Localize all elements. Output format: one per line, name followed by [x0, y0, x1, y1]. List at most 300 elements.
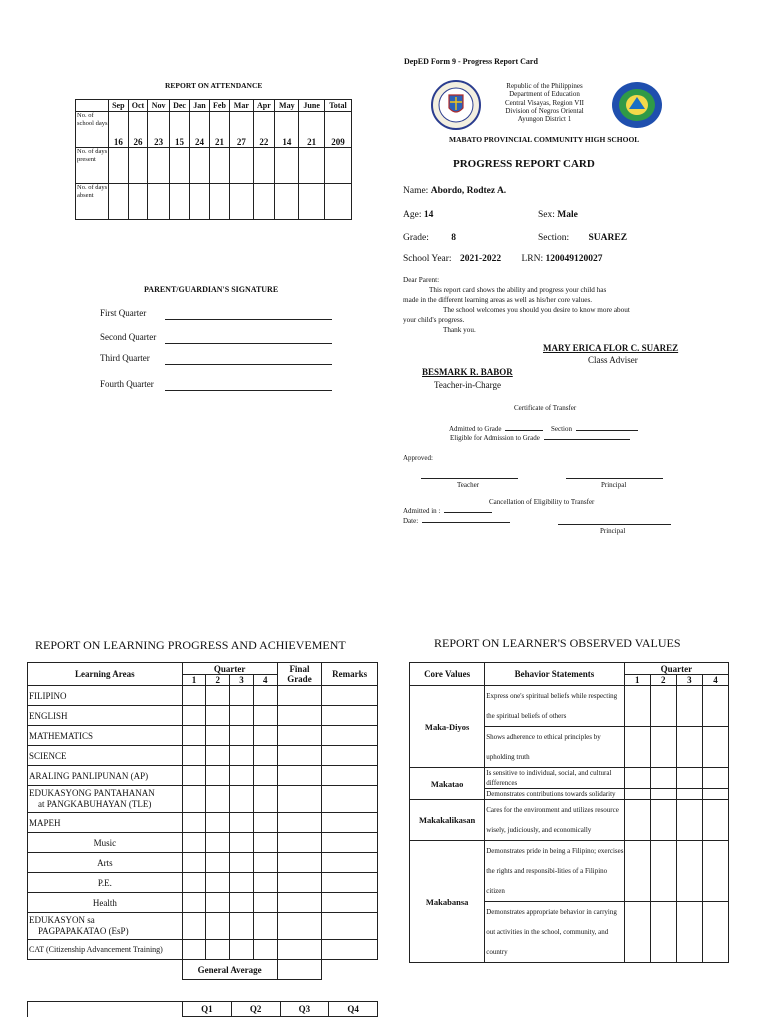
value-rating-cell [624, 800, 650, 841]
attendance-cell: 24 [190, 112, 210, 148]
grade-label: Grade: [403, 233, 429, 243]
principal2-label: Principal [600, 527, 626, 535]
learning-area-name: MATHEMATICS [28, 726, 183, 746]
behavior-statement: Is sensitive to individual, social, and cultural differences [485, 768, 624, 789]
grade-cell [322, 726, 378, 746]
grade-cell [277, 726, 322, 746]
learning-area-name: SCIENCE [28, 746, 183, 766]
learning-area-name: P.E. [28, 873, 183, 893]
grade-cell [206, 913, 230, 940]
value-rating-cell [650, 841, 676, 902]
learning-row [28, 833, 378, 853]
col-vq4: 4 [702, 675, 728, 686]
grade-cell [206, 786, 230, 813]
attendance-row [76, 148, 352, 184]
grade-cell [230, 706, 254, 726]
grade-cell [277, 746, 322, 766]
learning-row [28, 746, 378, 766]
col-values-quarter: Quarter [624, 663, 728, 675]
value-rating-cell [702, 727, 728, 768]
summary-q4: Q4 [329, 1002, 378, 1017]
learning-row [28, 786, 378, 813]
learning-area-name: CAT (Citizenship Advancement Training) [28, 940, 183, 960]
learning-table [27, 662, 378, 980]
attendance-cell: 23 [148, 112, 170, 148]
grade-cell [277, 686, 322, 706]
learning-row [28, 726, 378, 746]
grade-cell [253, 893, 277, 913]
learning-title: REPORT ON LEARNING PROGRESS AND ACHIEVEMENT [35, 638, 346, 652]
eligible-line [544, 439, 630, 440]
signature-row [100, 353, 340, 367]
grade-cell [206, 940, 230, 960]
behavior-statement: Demonstrates contributions towards solidarity [485, 789, 624, 800]
age-label: Age: [403, 210, 422, 220]
grade-cell [322, 706, 378, 726]
value-rating-cell [702, 800, 728, 841]
grade-cell [230, 893, 254, 913]
section-value: SUAREZ [588, 233, 628, 243]
col-core-values: Core Values [410, 663, 485, 686]
grade-cell [277, 940, 322, 960]
attendance-cell: 21 [299, 112, 325, 148]
attendance-table [75, 99, 352, 220]
letter-line: The school welcomes you should you desire to know more about [443, 306, 630, 314]
grade-cell [206, 746, 230, 766]
learning-area-name: ARALING PANLIPUNAN (AP) [28, 766, 183, 786]
card-title: PROGRESS REPORT CARD [453, 158, 595, 170]
attendance-cell [109, 184, 129, 220]
header-line: Division of Negros Oriental [505, 106, 584, 115]
grade-cell [322, 853, 378, 873]
school-name: MABATO PROVINCIAL COMMUNITY HIGH SCHOOL [449, 135, 640, 144]
learning-row [28, 913, 378, 940]
grade-cell [182, 786, 206, 813]
learning-area-name: Music [28, 833, 183, 853]
value-rating-cell [624, 841, 650, 902]
sy-value: 2021-2022 [459, 254, 502, 264]
attendance-month-nov: Nov [148, 100, 170, 112]
grade-cell [230, 940, 254, 960]
behavior-statement: Demonstrates pride in being a Filipino; exercises the rights and responsibi-lities of a Filipino citizen [485, 841, 624, 902]
summary-q1: Q1 [183, 1002, 232, 1017]
attendance-cell [190, 184, 210, 220]
grade-cell [322, 686, 378, 706]
grade-cell [253, 873, 277, 893]
learning-area-name: ENGLISH [28, 706, 183, 726]
col-vq2: 2 [650, 675, 676, 686]
eligible-label: Eligible for Admission to Grade [450, 434, 540, 442]
age-value: 14 [423, 210, 434, 220]
learning-area-name: FILIPINO [28, 686, 183, 706]
general-average-value [277, 960, 322, 980]
lrn-label: LRN: [521, 254, 544, 264]
attendance-cell [324, 184, 351, 220]
letter-line: This report card shows the ability and progress your child has [429, 286, 607, 294]
grade-cell [182, 940, 206, 960]
grade-cell [182, 853, 206, 873]
grade-cell [322, 746, 378, 766]
grade-cell [253, 686, 277, 706]
deped-seal-icon [431, 80, 481, 130]
school-seal-icon [611, 81, 663, 129]
attendance-cell [128, 148, 148, 184]
attendance-row [76, 112, 352, 148]
learning-area-name: EDUKASYON sa PAGPAPAKATAO (EsP) [28, 913, 183, 940]
attendance-cell [253, 148, 275, 184]
grade-cell [182, 893, 206, 913]
sex-row [538, 210, 578, 220]
letter-line: your child's progress. [403, 316, 465, 324]
signature-quarter-label: First Quarter [100, 308, 147, 318]
attendance-row [76, 184, 352, 220]
admitted-in-line [444, 512, 492, 513]
general-average-blank [28, 960, 183, 980]
grade-cell [182, 686, 206, 706]
col-remarks: Remarks [322, 663, 378, 686]
teacher-label: Teacher [457, 481, 480, 489]
principal-sign-line [566, 478, 663, 479]
core-value-name: Makabansa [410, 841, 485, 963]
attendance-cell [299, 184, 325, 220]
values-table [409, 662, 729, 963]
signature-title: PARENT/GUARDIAN'S SIGNATURE [144, 285, 279, 294]
grade-cell [206, 706, 230, 726]
attendance-month-mar: Mar [230, 100, 254, 112]
col-q2: 2 [206, 675, 230, 686]
col-q1: 1 [182, 675, 206, 686]
value-rating-cell [624, 727, 650, 768]
letter-line: made in the different learning areas as well as his/her core values. [403, 296, 593, 304]
grade-cell [277, 913, 322, 940]
attendance-corner [76, 100, 109, 112]
attendance-cell: 16 [109, 112, 129, 148]
adviser-name: MARY ERICA FLOR C. SUAREZ [543, 343, 679, 353]
header-line: Republic of the Philippines [506, 82, 583, 90]
grade-cell [253, 940, 277, 960]
attendance-month-total: Total [324, 100, 351, 112]
grade-cell [277, 873, 322, 893]
attendance-cell: 21 [209, 112, 229, 148]
value-rating-cell [650, 727, 676, 768]
value-rating-cell [624, 686, 650, 727]
value-rating-cell [650, 800, 676, 841]
section-row [538, 233, 627, 243]
col-behavior: Behavior Statements [485, 663, 624, 686]
learning-row [28, 686, 378, 706]
signature-line [165, 342, 332, 344]
attendance-month-feb: Feb [209, 100, 229, 112]
cancel-title: Cancellation of Eligibility to Transfer [489, 498, 595, 506]
letter-line: Thank you. [443, 326, 476, 334]
date-row [403, 517, 510, 525]
attendance-cell [230, 184, 254, 220]
admitted-grade-label: Admitted to Grade [449, 425, 502, 433]
col-final-grade: Final Grade [277, 663, 322, 686]
attendance-cell [209, 184, 229, 220]
grade-cell [322, 893, 378, 913]
behavior-statement: Express one's spiritual beliefs while respecting the spiritual beliefs of others [485, 686, 624, 727]
grade-cell [206, 873, 230, 893]
value-rating-cell [676, 841, 702, 902]
grade-value: 8 [451, 233, 456, 243]
attendance-cell [109, 148, 129, 184]
values-row [410, 768, 729, 789]
header-lines [487, 82, 602, 123]
value-rating-cell [624, 768, 650, 789]
grade-cell [182, 833, 206, 853]
learning-row [28, 706, 378, 726]
attendance-month-may: May [275, 100, 299, 112]
quarter-summary-table [27, 1001, 378, 1017]
learning-row [28, 940, 378, 960]
summary-q3: Q3 [280, 1002, 329, 1017]
attendance-month-dec: Dec [169, 100, 189, 112]
col-q3: 3 [230, 675, 254, 686]
tic-name: BESMARK R. BABOR [422, 367, 513, 377]
grade-cell [322, 940, 378, 960]
learning-area-name: Arts [28, 853, 183, 873]
grade-cell [206, 766, 230, 786]
grade-cell [253, 746, 277, 766]
date-label: Date: [403, 517, 419, 525]
attendance-cell [299, 148, 325, 184]
grade-cell [277, 853, 322, 873]
grade-cell [230, 766, 254, 786]
attendance-cell [230, 148, 254, 184]
learning-row [28, 766, 378, 786]
grade-cell [206, 813, 230, 833]
value-rating-cell [702, 789, 728, 800]
grade-cell [230, 746, 254, 766]
attendance-cell [209, 148, 229, 184]
grade-cell [322, 873, 378, 893]
attendance-cell [128, 184, 148, 220]
signature-quarter-label: Second Quarter [100, 332, 157, 342]
value-rating-cell [676, 800, 702, 841]
admitted-in-label: Admitted in : [403, 507, 441, 515]
grade-cell [253, 813, 277, 833]
grade-cell [277, 833, 322, 853]
letter-line: Dear Parent: [403, 276, 440, 284]
grade-cell [277, 766, 322, 786]
sy-label: School Year: [403, 254, 452, 264]
values-row [410, 800, 729, 841]
grade-cell [182, 726, 206, 746]
lrn-value: 120049120027 [545, 254, 603, 264]
grade-cell [182, 873, 206, 893]
attendance-cell: 209 [324, 112, 351, 148]
form-title: DepED Form 9 - Progress Report Card [404, 57, 538, 66]
grade-cell [206, 833, 230, 853]
col-learning-areas: Learning Areas [28, 663, 183, 686]
signature-row [100, 332, 340, 346]
attendance-row-label: No. of school days [76, 112, 109, 148]
learning-row [28, 813, 378, 833]
grade-cell [322, 833, 378, 853]
attendance-cell: 15 [169, 112, 189, 148]
grade-cell [182, 746, 206, 766]
tic-title: Teacher-in-Charge [434, 380, 501, 390]
grade-cell [182, 766, 206, 786]
date-line [422, 522, 510, 523]
grade-cell [230, 786, 254, 813]
grade-cell [253, 786, 277, 813]
value-rating-cell [676, 686, 702, 727]
attendance-month-jan: Jan [190, 100, 210, 112]
grade-cell [253, 913, 277, 940]
admitted-grade-row [449, 425, 638, 433]
learning-area-name: MAPEH [28, 813, 183, 833]
value-rating-cell [650, 789, 676, 800]
grade-cell [182, 913, 206, 940]
value-rating-cell [702, 902, 728, 963]
attendance-row-label: No. of days absent [76, 184, 109, 220]
attendance-cell: 14 [275, 112, 299, 148]
value-rating-cell [702, 686, 728, 727]
header-line: Central Visayas, Region VII [504, 98, 585, 107]
grade-cell [230, 686, 254, 706]
grade-cell [277, 813, 322, 833]
attendance-cell [324, 148, 351, 184]
header-line: Ayungon District 1 [517, 115, 572, 124]
values-row [410, 686, 729, 727]
learning-row [28, 873, 378, 893]
grade-cell [230, 726, 254, 746]
value-rating-cell [650, 686, 676, 727]
learning-row [28, 853, 378, 873]
signature-quarter-label: Third Quarter [100, 353, 150, 363]
core-value-name: Makatao [410, 768, 485, 800]
signature-row [100, 379, 340, 393]
admitted-in-row [403, 507, 492, 515]
grade-cell [322, 813, 378, 833]
signature-quarter-label: Fourth Quarter [100, 379, 154, 389]
value-rating-cell [676, 727, 702, 768]
approved-label: Approved: [403, 454, 433, 462]
attendance-month-sep: Sep [109, 100, 129, 112]
values-row [410, 841, 729, 902]
grade-cell [253, 833, 277, 853]
header-line: Department of Education [509, 90, 580, 99]
learning-area-name: Health [28, 893, 183, 913]
value-rating-cell [702, 841, 728, 902]
adviser-title: Class Adviser [588, 355, 638, 365]
grade-cell [230, 913, 254, 940]
core-value-name: Makakalikasan [410, 800, 485, 841]
summary-q2: Q2 [231, 1002, 280, 1017]
core-value-name: Maka-Diyos [410, 686, 485, 768]
signature-line [165, 389, 332, 391]
grade-cell [253, 766, 277, 786]
grade-cell [277, 706, 322, 726]
principal2-sign-line [558, 524, 671, 525]
admitted-grade-line [505, 430, 543, 431]
grade-cell [182, 706, 206, 726]
grade-cell [182, 813, 206, 833]
grade-cell [230, 813, 254, 833]
general-average-label: General Average [182, 960, 277, 980]
values-title: REPORT ON LEARNER'S OBSERVED VALUES [434, 636, 681, 650]
grade-cell [206, 686, 230, 706]
grade-row [403, 233, 456, 243]
grade-cell [253, 726, 277, 746]
value-rating-cell [676, 768, 702, 789]
section-field-line [576, 430, 638, 431]
attendance-cell [169, 148, 189, 184]
section-label: Section: [538, 233, 570, 243]
grade-cell [253, 853, 277, 873]
sex-value: Male [557, 210, 578, 220]
attendance-cell: 22 [253, 112, 275, 148]
name-label: Name: [403, 186, 429, 196]
attendance-cell [148, 148, 170, 184]
col-vq1: 1 [624, 675, 650, 686]
grade-cell [206, 726, 230, 746]
grade-cell [253, 706, 277, 726]
cert-title: Certificate of Transfer [514, 404, 577, 412]
value-rating-cell [650, 902, 676, 963]
grade-cell [322, 913, 378, 940]
grade-cell [230, 853, 254, 873]
behavior-statement: Demonstrates appropriate behavior in carrying out activities in the school, community, and country [485, 902, 624, 963]
value-rating-cell [702, 768, 728, 789]
value-rating-cell [650, 768, 676, 789]
behavior-statement: Cares for the environment and utilizes resource wisely, judiciously, and economically [485, 800, 624, 841]
eligible-row [450, 434, 630, 442]
grade-cell [206, 853, 230, 873]
age-row [403, 210, 433, 220]
principal-label: Principal [601, 481, 627, 489]
value-rating-cell [676, 789, 702, 800]
sex-label: Sex: [538, 210, 555, 220]
value-rating-cell [624, 789, 650, 800]
summary-corner [28, 1002, 183, 1017]
letter [403, 275, 673, 335]
grade-cell [322, 766, 378, 786]
section-field-label: Section [551, 425, 572, 433]
signature-line [165, 318, 332, 320]
grade-cell [322, 786, 378, 813]
grade-cell [230, 833, 254, 853]
attendance-cell [169, 184, 189, 220]
attendance-title: REPORT ON ATTENDANCE [165, 81, 263, 90]
grade-cell [206, 893, 230, 913]
learning-area-name: EDUKASYONG PANTAHANAN at PANGKABUHAYAN (TLE) [28, 786, 183, 813]
attendance-month-oct: Oct [128, 100, 148, 112]
general-average-blank [322, 960, 378, 980]
attendance-cell: 27 [230, 112, 254, 148]
general-average-row [28, 960, 378, 980]
value-rating-cell [624, 902, 650, 963]
attendance-month-apr: Apr [253, 100, 275, 112]
attendance-cell [148, 184, 170, 220]
col-vq3: 3 [676, 675, 702, 686]
name-row [403, 186, 506, 196]
sy-row [403, 254, 603, 264]
col-quarter: Quarter [182, 663, 277, 675]
signature-row [100, 308, 340, 322]
student-name: Abordo, Rodtez A. [430, 186, 507, 196]
col-q4: 4 [253, 675, 277, 686]
grade-cell [277, 786, 322, 813]
learning-row [28, 893, 378, 913]
teacher-sign-line [421, 478, 518, 479]
value-rating-cell [676, 902, 702, 963]
attendance-cell [253, 184, 275, 220]
attendance-row-label: No. of days present [76, 148, 109, 184]
attendance-cell [190, 148, 210, 184]
